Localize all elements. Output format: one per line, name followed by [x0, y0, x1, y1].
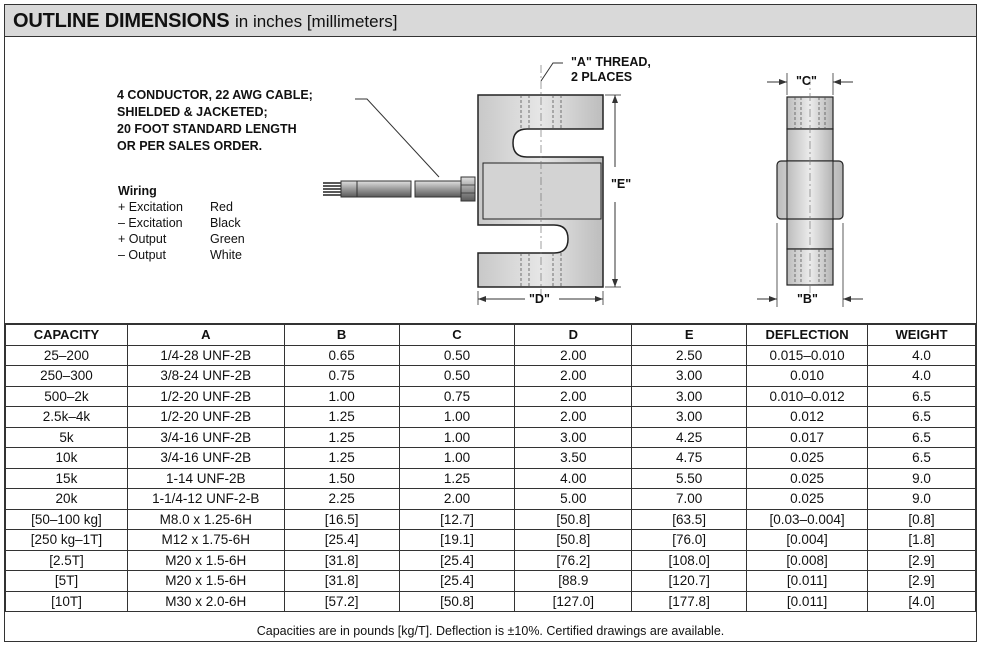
dimension-d-label: "D"	[529, 292, 550, 306]
cable-nut	[461, 177, 475, 201]
wiring-color: Red	[210, 200, 233, 214]
table-row	[6, 468, 976, 489]
wiring-color: White	[210, 248, 242, 262]
table-cell: [10T]	[6, 591, 128, 612]
wiring-legend	[118, 183, 245, 263]
table-cell: 2.00	[515, 386, 632, 407]
cable-note: 4 CONDUCTOR, 22 AWG CABLE; SHIELDED & JACKETED; 20 FOOT STANDARD LENGTH OR PER SALES ORDER.	[117, 88, 313, 153]
table-cell: 1/2-20 UNF-2B	[127, 386, 284, 407]
table-cell: 1-1/4-12 UNF-2-B	[127, 489, 284, 510]
table-cell: M12 x 1.75-6H	[127, 530, 284, 551]
table-cell: [250 kg–1T]	[6, 530, 128, 551]
footnote: Capacities are in pounds [kg/T]. Deflection is ±10%. Certified drawings are available.	[256, 624, 725, 638]
table-cell: [88.9	[515, 571, 632, 592]
dimensions-table	[5, 323, 976, 612]
table-row	[6, 489, 976, 510]
column-header: CAPACITY	[6, 324, 128, 345]
wiring-color: Black	[210, 216, 241, 230]
table-cell: 0.75	[399, 386, 515, 407]
table-cell: 7.00	[632, 489, 747, 510]
table-cell: 3/8-24 UNF-2B	[127, 366, 284, 387]
table-cell: 2.00	[399, 489, 515, 510]
outline-dimensions-panel	[4, 4, 977, 642]
table-cell: [2.5T]	[6, 550, 128, 571]
wiring-signal: + Excitation	[118, 200, 183, 214]
table-cell: 6.5	[868, 427, 976, 448]
table-cell: M20 x 1.5-6H	[127, 550, 284, 571]
table-cell: [0.011]	[747, 591, 868, 612]
table-cell: [19.1]	[399, 530, 515, 551]
table-cell: [5T]	[6, 571, 128, 592]
column-header: C	[399, 324, 515, 345]
table-cell: 1.25	[284, 448, 399, 469]
table-cell: [1.8]	[868, 530, 976, 551]
table-cell: 1/4-28 UNF-2B	[127, 345, 284, 366]
table-header-row	[6, 324, 976, 345]
wiring-row	[118, 215, 245, 231]
table-cell: 5.50	[632, 468, 747, 489]
table-cell: [12.7]	[399, 509, 515, 530]
table-cell: [76.0]	[632, 530, 747, 551]
table-cell: 1.00	[399, 427, 515, 448]
table-cell: 9.0	[868, 489, 976, 510]
table-cell: [25.4]	[399, 550, 515, 571]
table-cell: 2.00	[515, 407, 632, 428]
table-row	[6, 448, 976, 469]
table-cell: [31.8]	[284, 571, 399, 592]
table-cell: 5k	[6, 427, 128, 448]
table-cell: 0.012	[747, 407, 868, 428]
table-cell: [0.8]	[868, 509, 976, 530]
table-cell: [108.0]	[632, 550, 747, 571]
table-cell: [50.8]	[399, 591, 515, 612]
table-cell: [0.008]	[747, 550, 868, 571]
cable-shield	[341, 181, 357, 197]
table-cell: [25.4]	[399, 571, 515, 592]
table-cell: 3/4-16 UNF-2B	[127, 448, 284, 469]
table-cell: [120.7]	[632, 571, 747, 592]
table-cell: 1.00	[399, 407, 515, 428]
wiring-color: Green	[210, 232, 245, 246]
table-cell: M8.0 x 1.25-6H	[127, 509, 284, 530]
table-cell: 2.50	[632, 345, 747, 366]
table-cell: 3.00	[515, 427, 632, 448]
table-cell: 0.015–0.010	[747, 345, 868, 366]
table-cell: 0.50	[399, 366, 515, 387]
column-header: A	[127, 324, 284, 345]
table-cell: 0.025	[747, 489, 868, 510]
table-cell: 0.010	[747, 366, 868, 387]
s-beam-gauge-area	[483, 163, 601, 219]
column-header: E	[632, 324, 747, 345]
table-cell: 10k	[6, 448, 128, 469]
wiring-row	[118, 231, 245, 247]
dimension-c-label: "C"	[796, 74, 817, 88]
table-row	[6, 427, 976, 448]
wiring-title: Wiring	[118, 184, 157, 198]
table-row	[6, 530, 976, 551]
table-cell: 0.025	[747, 468, 868, 489]
table-row	[6, 407, 976, 428]
table-cell: 6.5	[868, 386, 976, 407]
dimension-b-label: "B"	[797, 292, 818, 306]
table-cell: 3/4-16 UNF-2B	[127, 427, 284, 448]
table-cell: 1.25	[399, 468, 515, 489]
table-row	[6, 509, 976, 530]
table-cell: 1.25	[284, 407, 399, 428]
table-cell: 3.00	[632, 407, 747, 428]
table-cell: 1.50	[284, 468, 399, 489]
section-header	[5, 5, 976, 37]
table-cell: 1/2-20 UNF-2B	[127, 407, 284, 428]
table-cell: 6.5	[868, 448, 976, 469]
cable-wires-icon	[323, 183, 341, 195]
table-cell: [50.8]	[515, 509, 632, 530]
wiring-signal: – Output	[118, 248, 166, 262]
table-cell: 2.00	[515, 345, 632, 366]
table-cell: 25–200	[6, 345, 128, 366]
table-cell: M30 x 2.0-6H	[127, 591, 284, 612]
table-body	[6, 345, 976, 612]
table-cell: 0.65	[284, 345, 399, 366]
table-row	[6, 591, 976, 612]
cable-jacket-near	[415, 181, 461, 197]
table-row	[6, 366, 976, 387]
table-cell: [50–100 kg]	[6, 509, 128, 530]
table-cell: [50.8]	[515, 530, 632, 551]
wiring-signal: – Excitation	[118, 216, 183, 230]
table-row	[6, 550, 976, 571]
table-cell: [0.011]	[747, 571, 868, 592]
table-cell: [63.5]	[632, 509, 747, 530]
thread-note: "A" THREAD, 2 PLACES	[571, 55, 651, 84]
table-cell: 250–300	[6, 366, 128, 387]
table-cell: 1-14 UNF-2B	[127, 468, 284, 489]
thread-leader-line	[541, 63, 563, 81]
table-cell: 15k	[6, 468, 128, 489]
table-cell: [31.8]	[284, 550, 399, 571]
table-cell: 0.017	[747, 427, 868, 448]
table-cell: 4.0	[868, 345, 976, 366]
section-subtitle: in inches [millimeters]	[235, 12, 398, 31]
section-title: OUTLINE DIMENSIONS	[13, 10, 230, 32]
table-cell: 2.5k–4k	[6, 407, 128, 428]
table-cell: 9.0	[868, 468, 976, 489]
table-cell: 4.25	[632, 427, 747, 448]
table-cell: 1.00	[399, 448, 515, 469]
wiring-signal: + Output	[118, 232, 167, 246]
table-cell: 5.00	[515, 489, 632, 510]
table-cell: [0.004]	[747, 530, 868, 551]
table-cell: 2.00	[515, 366, 632, 387]
table-cell: [57.2]	[284, 591, 399, 612]
dimension-e-label: "E"	[611, 177, 632, 191]
column-header: WEIGHT	[868, 324, 976, 345]
table-row	[6, 345, 976, 366]
table-cell: 0.010–0.012	[747, 386, 868, 407]
wiring-row	[118, 247, 245, 263]
column-header: D	[515, 324, 632, 345]
table-cell: 500–2k	[6, 386, 128, 407]
cable-leader-line	[355, 99, 439, 177]
table-cell: [16.5]	[284, 509, 399, 530]
table-cell: 2.25	[284, 489, 399, 510]
table-cell: 6.5	[868, 407, 976, 428]
table-cell: 0.75	[284, 366, 399, 387]
table-cell: 3.00	[632, 366, 747, 387]
table-cell: [76.2]	[515, 550, 632, 571]
table-cell: 3.00	[632, 386, 747, 407]
table-cell: M20 x 1.5-6H	[127, 571, 284, 592]
outline-drawing	[5, 37, 976, 323]
table-row	[6, 571, 976, 592]
wiring-row	[118, 199, 245, 215]
table-cell: [4.0]	[868, 591, 976, 612]
table-cell: 4.0	[868, 366, 976, 387]
cable-jacket	[357, 181, 411, 197]
table-cell: 20k	[6, 489, 128, 510]
table-cell: 1.25	[284, 427, 399, 448]
table-cell: [2.9]	[868, 550, 976, 571]
table-cell: 4.75	[632, 448, 747, 469]
table-cell: [25.4]	[284, 530, 399, 551]
table-cell: [2.9]	[868, 571, 976, 592]
table-row	[6, 386, 976, 407]
column-header: DEFLECTION	[747, 324, 868, 345]
table-cell: [127.0]	[515, 591, 632, 612]
table-cell: 0.50	[399, 345, 515, 366]
table-cell: 3.50	[515, 448, 632, 469]
table-cell: 1.00	[284, 386, 399, 407]
table-cell: 4.00	[515, 468, 632, 489]
load-cell-diagram	[5, 37, 976, 323]
table-cell: [177.8]	[632, 591, 747, 612]
column-header: B	[284, 324, 399, 345]
table-cell: 0.025	[747, 448, 868, 469]
table-cell: [0.03–0.004]	[747, 509, 868, 530]
